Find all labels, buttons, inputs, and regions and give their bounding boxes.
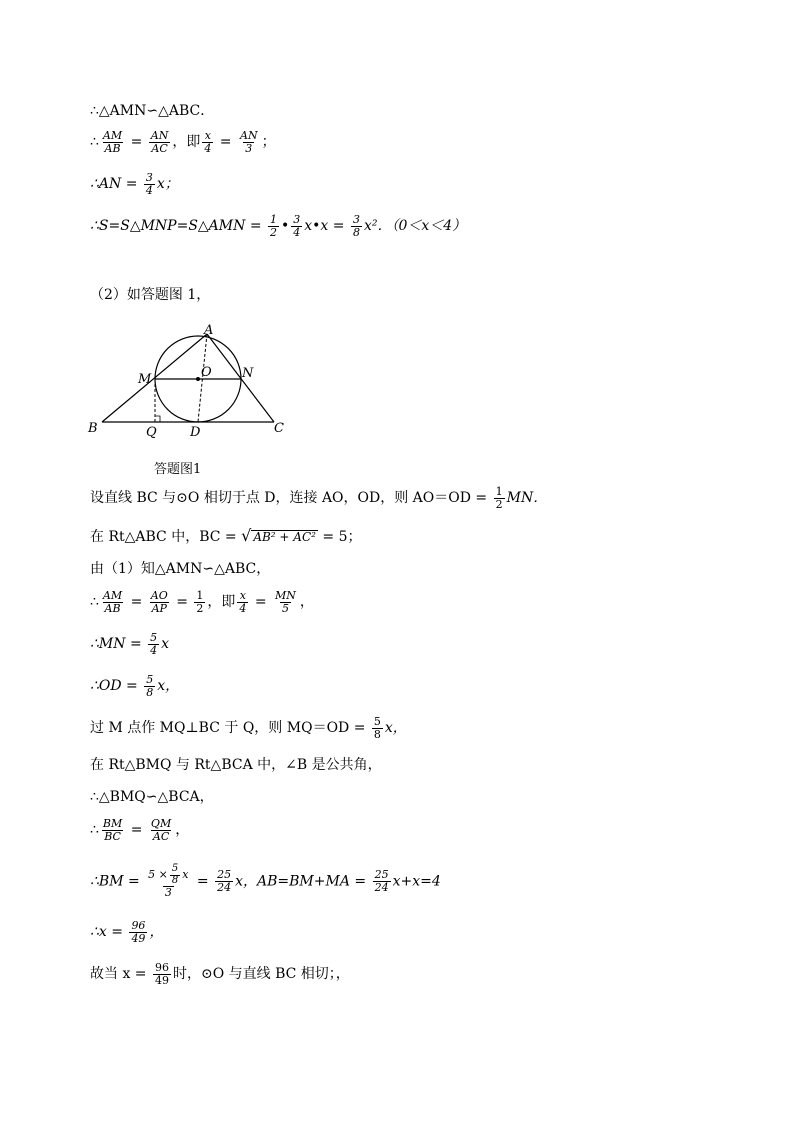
geometry-figure <box>84 322 294 447</box>
fraction: $\frac{5}{8}$ <box>171 863 179 886</box>
label-N: N <box>242 366 254 381</box>
label-B: B <box>88 421 98 436</box>
fraction: $\frac{3}{4}$ <box>293 213 301 239</box>
fraction: $\frac{25}{24}$ <box>217 868 232 894</box>
line-ratio-2: ∴ $\frac{AM}{AB}$ = $\frac{AO}{AP}$ = $\frac{1}{2}$ ，即 $\frac{x}{4}$ = $\frac{MN}{5}$ ， <box>90 589 314 615</box>
part2-heading: （2）如答题图 1， <box>90 287 211 303</box>
figure-caption: 答题图1 <box>154 462 202 477</box>
line-BM: ∴BM = 5 × $\frac{5}{8}$ x 3 = $\frac{25}{24}$ x，AB=BM+MA = $\frac{25}{24}$ x+x=4 <box>90 863 441 899</box>
line-MN: ∴MN = $\frac{5}{4}$ x <box>90 631 170 657</box>
label-M: M <box>138 372 152 387</box>
line-area: ∴S=S△MNP=S△AMN = $\frac{1}{2}$ • $\frac{3}{4}$ x•x = $\frac{3}{8}$ x²．（0＜x＜4） <box>90 213 467 239</box>
line-tangent: 设直线 BC 与⊙O 相切于点 D，连接 AO，OD，则 AO＝OD = $\frac{1}{2}$ MN． <box>90 485 548 511</box>
line-similar-2: ∴△BMQ∽△BCA， <box>90 789 214 805</box>
label-O: O <box>201 365 212 380</box>
fraction: $\frac{1}{2}$ <box>270 213 278 239</box>
fraction: $\frac{AM}{AB}$ <box>102 129 123 155</box>
fraction: $\frac{MN}{5}$ <box>275 589 296 615</box>
line-OD: ∴OD = $\frac{5}{8}$ x， <box>90 673 180 699</box>
label-C: C <box>274 421 284 436</box>
right-angle-mark <box>155 416 160 422</box>
line-AN: ∴AN = $\frac{3}{4}$ x； <box>90 171 179 197</box>
fraction: $\frac{96}{49}$ <box>131 919 146 945</box>
fraction: $\frac{3}{4}$ <box>145 171 153 197</box>
fraction: $\frac{AO}{AP}$ <box>150 589 168 615</box>
line-ratio-3: ∴ $\frac{BM}{BC}$ = $\frac{QM}{AC}$ ， <box>90 817 190 843</box>
fraction: $\frac{1}{2}$ <box>196 589 204 615</box>
label-A: A <box>204 323 214 338</box>
fraction: $\frac{x}{4}$ <box>239 589 247 615</box>
line-common-angle: 在 Rt△BMQ 与 Rt△BCA 中，∠B 是公共角， <box>90 757 382 773</box>
fraction: $\frac{96}{49}$ <box>154 961 169 987</box>
line-MQ: 过 M 点作 MQ⊥BC 于 Q，则 MQ＝OD = $\frac{5}{8}$ x， <box>90 715 407 741</box>
line-similar-triangles: ∴△AMN∽△ABC． <box>90 103 215 119</box>
fraction: $\frac{AN}{3}$ <box>240 129 258 155</box>
fraction: $\frac{3}{8}$ <box>352 213 360 239</box>
fraction: 5 × $\frac{5}{8}$ x 3 <box>148 863 189 899</box>
fraction: $\frac{x}{4}$ <box>204 129 212 155</box>
line-from-1: 由（1）知△AMN∽△ABC， <box>90 561 271 577</box>
line-x: ∴x = $\frac{96}{49}$ ， <box>90 919 164 945</box>
fraction: $\frac{5}{4}$ <box>150 631 158 657</box>
line-BC: 在 Rt△ABC 中，BC = √ AB² + AC² = 5； <box>90 526 362 545</box>
fraction: $\frac{1}{2}$ <box>495 485 503 511</box>
fraction: $\frac{25}{24}$ <box>374 868 389 894</box>
line-conclusion: 故当 x = $\frac{96}{49}$ 时，⊙O 与直线 BC 相切；， <box>90 961 350 987</box>
center-dot <box>196 377 200 381</box>
fraction: $\frac{BM}{BC}$ <box>102 817 123 843</box>
fraction: $\frac{5}{8}$ <box>373 715 381 741</box>
label-D: D <box>190 425 201 440</box>
label-Q: Q <box>146 425 157 440</box>
fraction: $\frac{AN}{AC}$ <box>150 129 169 155</box>
fraction: $\frac{AM}{AB}$ <box>102 589 123 615</box>
line-ratio: ∴ $\frac{AM}{AB}$ = $\frac{AN}{AC}$ ，即 $\frac{x}{4}$ = $\frac{AN}{3}$ ； <box>90 129 276 155</box>
fraction: $\frac{5}{8}$ <box>146 673 154 699</box>
fraction: $\frac{QM}{AC}$ <box>150 817 172 843</box>
